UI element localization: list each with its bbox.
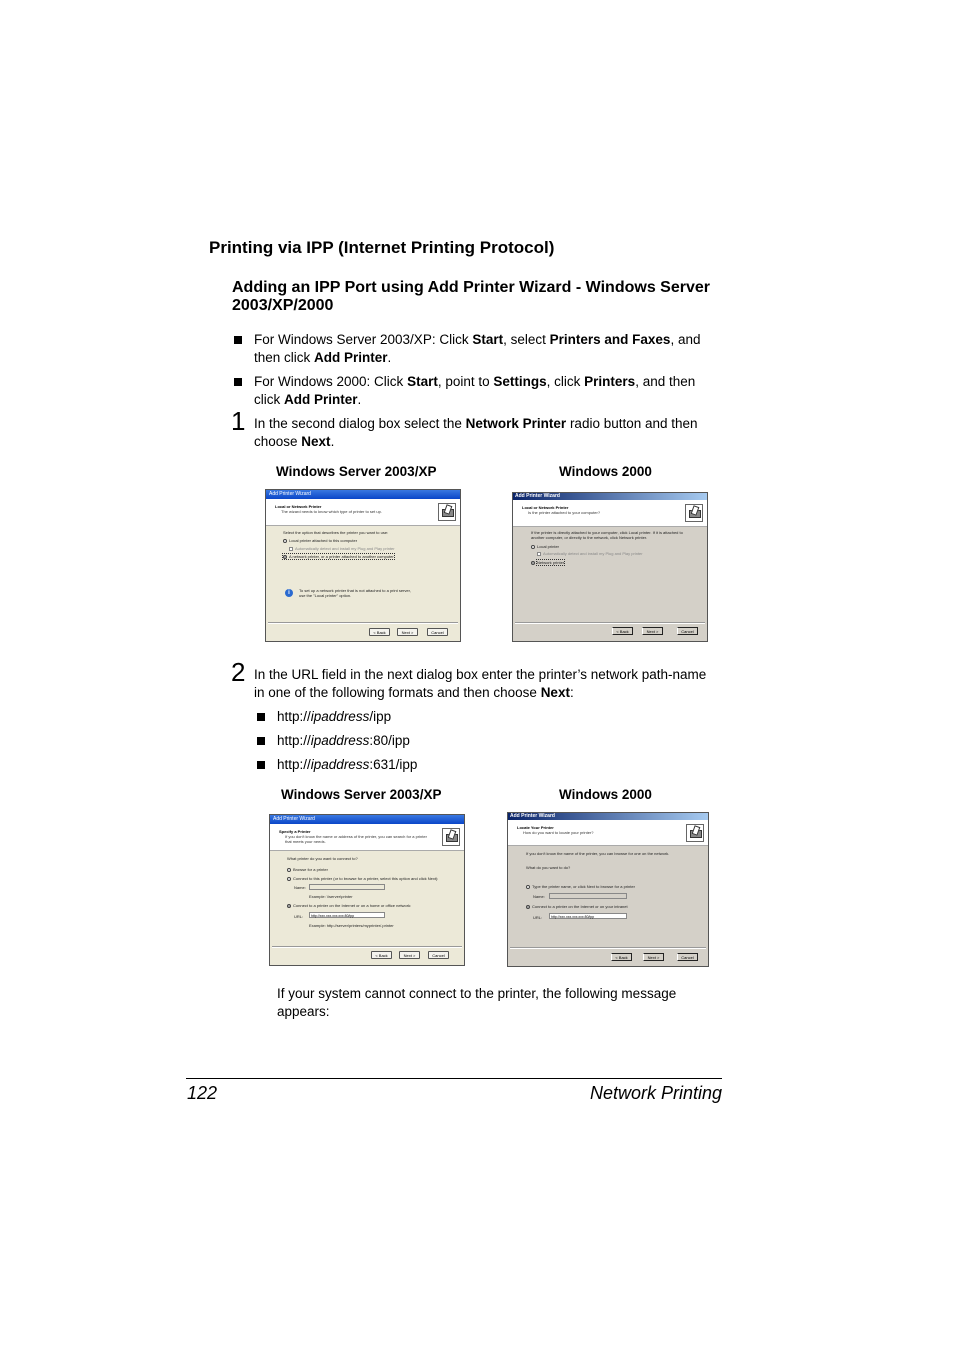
dialog-header [266, 499, 460, 526]
back-button[interactable]: < Back [371, 951, 392, 959]
radio-network-printer[interactable]: A network printer, or a printer attached to another computer [283, 554, 394, 559]
radio-icon [283, 555, 287, 559]
step-number-1: 1 [231, 406, 246, 436]
dialog-header-title: Local or Network Printer [275, 504, 322, 509]
caption-2000-2: Windows 2000 [559, 787, 652, 802]
radio-browse-printer[interactable]: Browse for a printer [287, 867, 328, 872]
radio-connect-internet[interactable]: Connect to a printer on the Internet or on a home or office network: [287, 903, 411, 908]
checkbox-icon [289, 547, 293, 551]
button-separator [272, 946, 462, 948]
dialog-prompt-line1: If you don't know the name of the printer, you can browse for one on the network. [526, 851, 670, 856]
caption-xp-1: Windows Server 2003/XP [276, 464, 437, 479]
dialog-header-title: Local or Network Printer [522, 505, 569, 510]
caption-xp-2: Windows Server 2003/XP [281, 787, 442, 802]
dialog-header [513, 500, 707, 527]
dialog-prompt: Select the option that describes the printer you want to use: [283, 530, 389, 535]
back-button[interactable]: < Back [369, 628, 390, 636]
footer-rule [186, 1078, 722, 1079]
printer-wizard-icon [438, 503, 456, 521]
dialog-header [508, 820, 708, 846]
button-separator [268, 622, 458, 624]
printer-wizard-icon [685, 504, 703, 522]
url-format-3: http://ipaddress:631/ipp [277, 757, 418, 772]
cancel-button[interactable]: Cancel [427, 628, 448, 636]
closing-text: If your system cannot connect to the printer, the following message appears: [277, 986, 677, 1019]
info-icon: i [285, 589, 293, 597]
name-input[interactable] [309, 884, 385, 890]
dialog-title-bar: Add Printer Wizard [270, 815, 464, 824]
dialog-header-subtitle-line1: If you don't know the name or address of the printer, you can search for a printer [285, 834, 427, 839]
dialog-header-title: Specify a Printer [279, 829, 311, 834]
url-example: Example: http://server/printers/myprinter/.printer [309, 923, 394, 928]
radio-connect-internet[interactable]: Connect to a printer on the Internet or on your intranet [526, 904, 628, 909]
intro-bullet-2000: For Windows 2000: Click Start, point to Settings, click Printers, and then click Add Printer. [254, 374, 696, 407]
dialog-title-bar: Add Printer Wizard [513, 493, 707, 500]
step-number-2: 2 [231, 657, 246, 687]
dialog-title-bar: Add Printer Wizard [266, 490, 460, 499]
radio-icon [526, 885, 530, 889]
dialog-title-bar: Add Printer Wizard [508, 813, 708, 820]
back-button[interactable]: < Back [611, 953, 632, 961]
next-button[interactable]: Next > [642, 627, 663, 635]
checkbox-icon [537, 552, 541, 556]
checkbox-plug-and-play[interactable]: Automatically detect and install my Plug and Play printer [537, 551, 643, 556]
radio-icon [287, 904, 291, 908]
radio-icon [283, 539, 287, 543]
name-label: Name: [294, 885, 306, 890]
section-title: Printing via IPP (Internet Printing Protocol) [209, 238, 555, 257]
bullet-marker [257, 761, 265, 769]
chapter-title: Network Printing [589, 1083, 722, 1103]
url-label: URL: [294, 914, 304, 919]
url-input[interactable]: http://xxx.xxx.xxx.xxx:80/ipp [309, 912, 385, 918]
cancel-button[interactable]: Cancel [428, 951, 449, 959]
radio-type-printer-name[interactable]: Type the printer name, or click Next to browse for a printer [526, 884, 635, 889]
next-button[interactable]: Next > [399, 951, 420, 959]
button-separator [515, 622, 705, 624]
url-label: URL: [533, 915, 543, 920]
checkbox-plug-and-play[interactable]: Automatically detect and install my Plug and Play printer [289, 546, 395, 551]
radio-local-printer[interactable]: Local printer attached to this computer [283, 538, 357, 543]
bullet-marker [234, 378, 242, 386]
name-input[interactable] [549, 893, 627, 899]
radio-icon [287, 868, 291, 872]
url-format-1: http://ipaddress/ipp [277, 709, 392, 724]
dialog-header [270, 824, 464, 851]
radio-icon [531, 545, 535, 549]
bullet-marker [257, 713, 265, 721]
next-button[interactable]: Next > [397, 628, 418, 636]
radio-icon [287, 877, 291, 881]
radio-local-printer[interactable]: Local printer [531, 544, 559, 549]
next-button[interactable]: Next > [643, 953, 664, 961]
dialog-xp-network-printer [265, 489, 461, 642]
cancel-button[interactable]: Cancel [677, 953, 698, 961]
dialog-prompt-line1: If the printer is directly attached to your computer, click Local printer. If it is attached to [531, 530, 683, 535]
dialog-2000-network-printer [512, 492, 708, 642]
url-input[interactable]: http://xxx.xxx.xxx.xxx:80/ipp [549, 913, 627, 919]
radio-network-printer[interactable]: Network printer [531, 560, 564, 565]
bullet-marker [234, 336, 242, 344]
bullet-marker [257, 737, 265, 745]
dialog-prompt: What printer do you want to connect to? [287, 856, 358, 861]
dialog-header-subtitle: Is the printer attached to your computer? [528, 510, 601, 515]
info-text-line2: use the "Local printer" option. [299, 593, 352, 598]
radio-connect-this-printer[interactable]: Connect to this printer (or to browse for a printer, select this option and click Next): [287, 876, 438, 881]
dialog-xp-specify-printer [269, 814, 465, 966]
dialog-header-subtitle: The wizard needs to know which type of printer to set up. [281, 509, 382, 514]
caption-2000-1: Windows 2000 [559, 464, 652, 479]
info-text-line1: To set up a network printer that is not attached to a print server, [299, 588, 411, 593]
step1-text: In the second dialog box select the Network Printer radio button and then choose Next. [254, 416, 698, 449]
dialog-header-subtitle: How do you want to locate your printer? [523, 830, 594, 835]
dialog-header-title: Locate Your Printer [517, 825, 554, 830]
printer-wizard-icon [686, 824, 704, 842]
url-format-2: http://ipaddress:80/ipp [277, 733, 410, 748]
subsection-title: Adding an IPP Port using Add Printer Wizard - Windows Server 2003/XP/2000 [232, 279, 710, 314]
radio-icon [526, 905, 530, 909]
radio-icon [531, 561, 535, 565]
back-button[interactable]: < Back [612, 627, 633, 635]
name-example: Example: \\server\printer [309, 894, 353, 899]
step2-text: In the URL field in the next dialog box enter the printer’s network path-name in one of the following formats and then choose Next: [254, 667, 707, 700]
cancel-button[interactable]: Cancel [677, 627, 698, 635]
dialog-prompt-line2: What do you want to do? [526, 865, 571, 870]
page-number: 122 [187, 1083, 218, 1103]
button-separator [510, 947, 706, 949]
dialog-header-subtitle-line2: that meets your needs. [285, 839, 326, 844]
name-label: Name: [533, 894, 545, 899]
dialog-2000-locate-printer [507, 812, 709, 967]
intro-bullet-xp: For Windows Server 2003/XP: Click Start, select Printers and Faxes, and then click Add Printer. [254, 332, 701, 365]
printer-wizard-icon [442, 828, 460, 846]
dialog-prompt-line2: another computer, or directly to the network, click Network printer. [531, 535, 648, 540]
